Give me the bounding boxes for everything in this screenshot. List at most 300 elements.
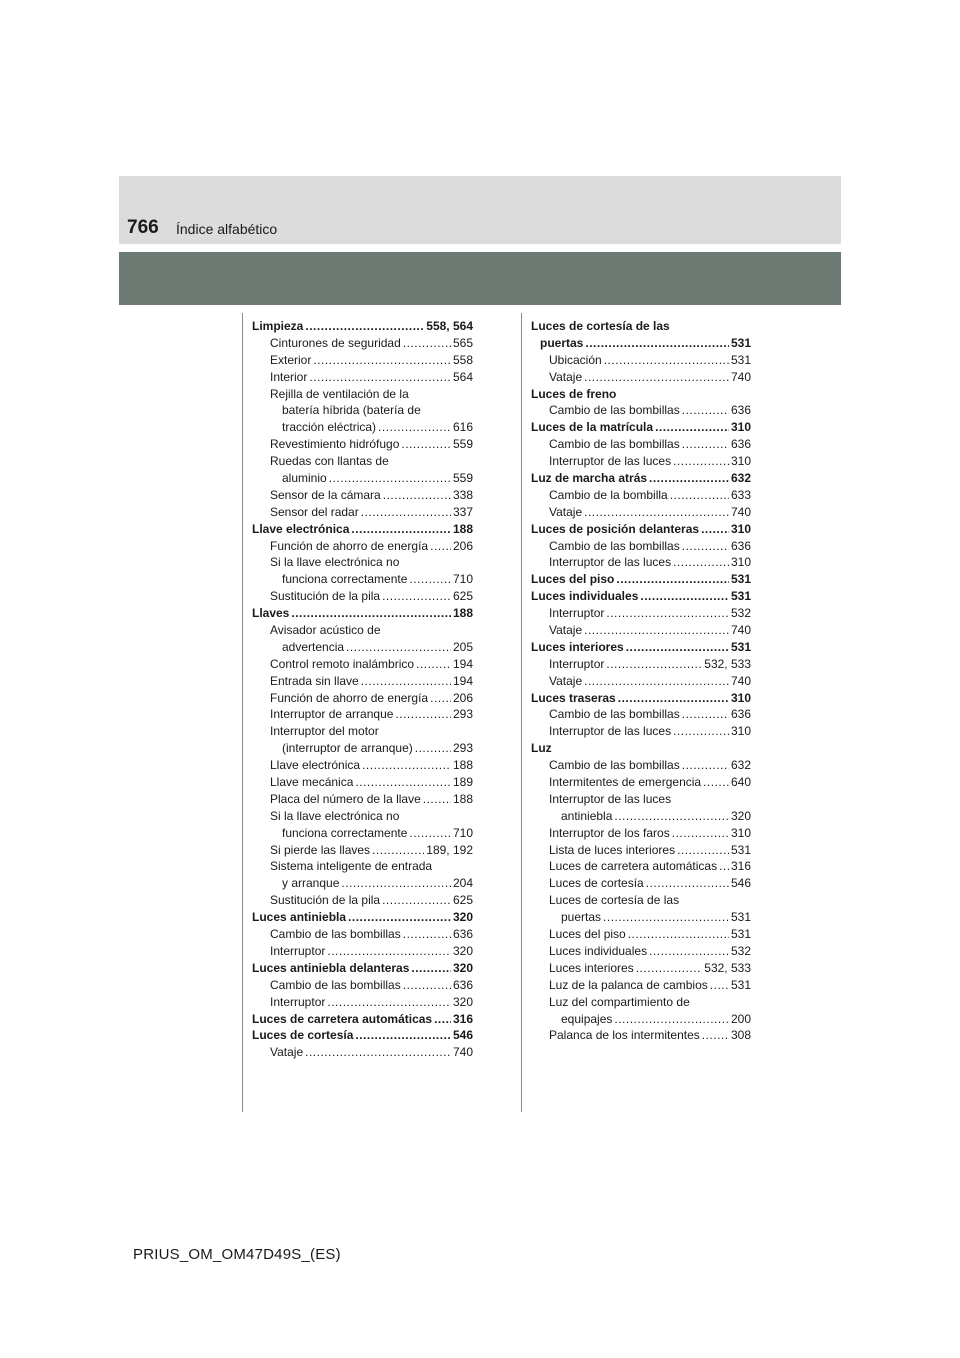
page-reference[interactable]: 546 [452, 1028, 473, 1043]
page-reference[interactable]: 636 [452, 927, 473, 942]
dot-leader [305, 1044, 451, 1061]
index-subentry [531, 977, 751, 994]
entry-text: Cambio de las bombillas [270, 977, 401, 992]
entry-text: y arranque [282, 876, 340, 891]
entry-text: Sensor de la cámara [270, 487, 381, 502]
entry-text: Luces de cortesía [549, 876, 644, 891]
entry-text: Luces traseras [531, 690, 616, 705]
entry-text: Luces antiniebla delanteras [252, 960, 410, 975]
entry-text: antiniebla [561, 808, 613, 823]
dot-leader [401, 436, 451, 453]
entry-text: Interruptor de las luces [549, 454, 672, 469]
dot-leader [416, 656, 451, 673]
index-subentry [531, 875, 751, 892]
page-reference[interactable]: 531 [730, 335, 751, 350]
page-reference[interactable]: 320 [452, 910, 473, 925]
entry-text: Llave mecánica [270, 775, 354, 790]
index-subentry [252, 791, 473, 808]
dot-leader [415, 740, 451, 757]
entry-text: Interruptor [270, 994, 326, 1009]
index-subentry [252, 943, 473, 960]
page-reference[interactable]: 531 [730, 927, 751, 942]
dot-leader [382, 892, 451, 909]
entry-text: Interior [270, 369, 308, 384]
entry-text: Rejilla de ventilación de la [270, 386, 409, 401]
index-subentry [531, 673, 751, 690]
index-subentry [252, 1044, 473, 1061]
index-subentry [252, 690, 473, 707]
dot-leader [626, 639, 729, 656]
index-entry [531, 470, 751, 487]
index-column-left [252, 318, 473, 1061]
dot-leader [361, 504, 451, 521]
entry-text: Exterior [270, 352, 312, 367]
dot-leader [646, 875, 729, 892]
index-subentry [252, 859, 473, 876]
index-subentry [531, 622, 751, 639]
dot-leader [636, 960, 703, 977]
index-subentry [252, 656, 473, 673]
page-reference[interactable]: 531 [730, 977, 751, 992]
dot-leader [614, 808, 729, 825]
index-subentry [531, 538, 751, 555]
page-reference[interactable]: 194 [452, 656, 473, 671]
index-subentry [531, 757, 751, 774]
dot-leader [313, 352, 451, 369]
index-subentry [531, 943, 751, 960]
entry-text: Luces de carretera automáticas [252, 1011, 433, 1026]
index-entry [531, 690, 751, 707]
index-subentry [531, 504, 751, 521]
page-reference[interactable]: 710 [452, 572, 473, 587]
index-entry [531, 335, 751, 352]
page-reference[interactable]: 532 [730, 606, 751, 621]
entry-text: Control remoto inalámbrico [270, 656, 415, 671]
entry-text: Revestimiento hidrófugo [270, 437, 400, 452]
index-subentry [252, 808, 473, 825]
page-reference[interactable]: 532, 533 [704, 960, 751, 975]
entry-text: Luces de posición delanteras [531, 521, 700, 536]
dot-leader [585, 335, 729, 352]
page-reference[interactable]: 293 [452, 741, 473, 756]
index-entry [531, 419, 751, 436]
page-reference[interactable]: 636 [730, 437, 751, 452]
page-reference[interactable]: 206 [452, 690, 473, 705]
page-reference[interactable]: 633 [730, 487, 751, 502]
entry-text: Luces de freno [531, 386, 617, 401]
index-entry [531, 386, 751, 403]
page-reference[interactable]: 206 [452, 538, 473, 553]
entry-text: Avisador acústico de [270, 623, 381, 638]
entry-text: Luces de cortesía [252, 1028, 354, 1043]
index-subentry [531, 352, 751, 369]
dot-leader [362, 757, 451, 774]
index-subentry [531, 369, 751, 386]
dot-leader [382, 588, 451, 605]
entry-text: Vataje [549, 504, 583, 519]
index-subentry [252, 875, 473, 892]
dot-leader [584, 673, 729, 690]
page-reference[interactable]: 320 [452, 994, 473, 1009]
index-subentry [252, 842, 473, 859]
dot-leader [604, 352, 729, 369]
dot-leader [327, 994, 451, 1011]
dot-leader [372, 842, 424, 859]
dot-leader [409, 825, 451, 842]
page-reference[interactable]: 740 [730, 623, 751, 638]
entry-text: Palanca de los intermitentes [549, 1028, 700, 1043]
entry-text: Interruptor de los faros [549, 825, 670, 840]
dot-leader [430, 538, 451, 555]
dot-leader [640, 588, 729, 605]
entry-text: Interruptor de arranque [270, 707, 394, 722]
page-reference[interactable]: 189 [452, 775, 473, 790]
entry-text: Si la llave electrónica no [270, 808, 400, 823]
dot-leader [351, 521, 451, 538]
index-subentry [531, 487, 751, 504]
index-entry [252, 521, 473, 538]
dot-leader [682, 538, 729, 555]
page-reference[interactable]: 310 [730, 454, 751, 469]
dot-leader [655, 419, 729, 436]
entry-text: Luces del piso [549, 927, 626, 942]
index-subentry [531, 825, 751, 842]
page-reference[interactable]: 640 [730, 775, 751, 790]
entry-text: Ubicación [549, 352, 602, 367]
index-subentry [252, 926, 473, 943]
middle-column-rule [521, 313, 522, 1112]
page-reference[interactable]: 532, 533 [704, 656, 751, 671]
index-entry [531, 639, 751, 656]
entry-text: Luz del compartimiento de [549, 994, 690, 1009]
page-reference[interactable]: 625 [452, 589, 473, 604]
entry-text: Vataje [549, 369, 583, 384]
page-reference[interactable]: 320 [452, 943, 473, 958]
page-reference[interactable]: 740 [730, 673, 751, 688]
entry-text: equipajes [561, 1011, 613, 1026]
entry-text: Interruptor de las luces [549, 724, 672, 739]
entry-text: Ruedas con llantas de [270, 454, 389, 469]
page-number: 766 [127, 217, 159, 238]
page-reference[interactable]: 616 [452, 420, 473, 435]
index-column-right [531, 318, 751, 1044]
index-subentry [252, 369, 473, 386]
dot-leader [411, 960, 451, 977]
page-reference[interactable]: 200 [730, 1011, 751, 1026]
entry-text: funciona correctamente [282, 825, 408, 840]
entry-text: Vataje [549, 623, 583, 638]
dot-leader [710, 977, 729, 994]
dot-leader [628, 926, 729, 943]
index-subentry [252, 504, 473, 521]
page-reference[interactable]: 636 [730, 538, 751, 553]
index-entry [531, 740, 751, 757]
dot-leader [606, 656, 702, 673]
entry-text: Luz [531, 741, 552, 756]
dot-leader [378, 419, 451, 436]
page-reference[interactable]: 188 [452, 521, 473, 536]
page-reference[interactable]: 320 [452, 960, 473, 975]
dot-leader [673, 453, 729, 470]
page-reference[interactable]: 559 [452, 437, 473, 452]
dot-leader [355, 774, 451, 791]
index-subentry [252, 673, 473, 690]
page-reference[interactable]: 740 [452, 1045, 473, 1060]
entry-text: Sensor del radar [270, 504, 359, 519]
index-subentry [252, 487, 473, 504]
dot-leader [584, 369, 729, 386]
entry-text: Intermitentes de emergencia [549, 775, 702, 790]
page-reference[interactable]: 636 [452, 977, 473, 992]
page-reference[interactable]: 559 [452, 471, 473, 485]
page-reference[interactable]: 564 [452, 369, 473, 384]
entry-text: Si pierde las llaves [270, 842, 371, 857]
page-reference[interactable]: 740 [730, 504, 751, 519]
page-reference[interactable]: 740 [730, 369, 751, 384]
entry-text: Cambio de las bombillas [549, 707, 680, 722]
entry-text: Luces antiniebla [252, 910, 347, 925]
page-reference[interactable]: 205 [452, 639, 473, 654]
entry-text: Interruptor [549, 606, 605, 621]
page-reference[interactable]: 531 [730, 639, 751, 654]
index-subentry [252, 588, 473, 605]
entry-text: Llaves [252, 606, 290, 621]
page-reference[interactable]: 310 [730, 825, 751, 840]
page-reference[interactable]: 531 [730, 589, 751, 604]
entry-text: Interruptor de las luces [549, 555, 672, 570]
page-reference[interactable]: 189, 192 [426, 842, 473, 857]
index-subentry [252, 977, 473, 994]
entry-text: Luces individuales [531, 589, 639, 604]
entry-text: Limpieza [252, 318, 304, 333]
entry-text: Cambio de las bombillas [549, 437, 680, 452]
left-column-rule [242, 313, 243, 1112]
index-subentry [252, 774, 473, 791]
page-reference[interactable]: 310 [730, 724, 751, 739]
index-subentry [531, 706, 751, 723]
entry-text: puertas [540, 335, 584, 350]
index-entry [531, 318, 751, 335]
index-subentry [531, 859, 751, 876]
index-subentry [252, 470, 473, 487]
dot-leader [305, 318, 424, 335]
page-reference[interactable]: 531 [730, 572, 751, 587]
index-entry [252, 605, 473, 622]
dot-leader [673, 554, 729, 571]
header-accent-bar [119, 252, 841, 305]
dot-leader [618, 690, 729, 707]
page-reference[interactable]: 310 [730, 521, 751, 536]
dot-leader [430, 690, 451, 707]
index-subentry [531, 960, 751, 977]
entry-text: Función de ahorro de energía [270, 690, 429, 705]
index-subentry [252, 571, 473, 588]
page-reference[interactable]: 558 [452, 352, 473, 367]
entry-text: Luz de la palanca de cambios [549, 977, 708, 992]
index-subentry [252, 706, 473, 723]
page-reference[interactable]: 310 [730, 690, 751, 705]
entry-text: Llave electrónica [252, 521, 350, 536]
index-subentry [531, 774, 751, 791]
page-reference[interactable]: 625 [452, 893, 473, 908]
index-subentry [252, 402, 473, 419]
index-entry [252, 960, 473, 977]
entry-text: Llave electrónica [270, 758, 361, 773]
dot-leader [341, 875, 451, 892]
entry-text: Interruptor del motor [270, 724, 379, 739]
page-reference[interactable]: 293 [452, 707, 473, 722]
entry-text: (interruptor de arranque) [282, 741, 413, 756]
index-subentry [531, 402, 751, 419]
index-entry [252, 1011, 473, 1028]
page-reference[interactable]: 531 [730, 910, 751, 925]
dot-leader [670, 487, 729, 504]
page-reference[interactable]: 565 [452, 335, 473, 350]
entry-text: tracción eléctrica) [282, 420, 377, 435]
dot-leader [403, 335, 451, 352]
index-subentry [531, 605, 751, 622]
dot-leader [614, 1011, 729, 1028]
dot-leader [395, 706, 451, 723]
document-code: PRIUS_OM_OM47D49S_(ES) [133, 1246, 341, 1263]
index-subentry [252, 436, 473, 453]
index-subentry [531, 994, 751, 1011]
page-reference[interactable]: 204 [452, 876, 473, 891]
dot-leader [682, 402, 729, 419]
entry-text: Cambio de la bombilla [549, 487, 668, 502]
index-entry [252, 1027, 473, 1044]
index-entry [531, 588, 751, 605]
index-entry [252, 318, 473, 335]
dot-leader [584, 622, 729, 639]
entry-text: aluminio [282, 471, 327, 485]
index-subentry [252, 453, 473, 470]
page-reference[interactable]: 558, 564 [426, 318, 473, 333]
page-reference[interactable]: 531 [730, 352, 751, 367]
dot-leader [616, 571, 729, 588]
dot-leader [673, 723, 729, 740]
index-subentry [531, 1011, 751, 1028]
entry-text: batería híbrida (batería de [282, 403, 421, 418]
dot-leader [584, 504, 729, 521]
index-subentry [252, 825, 473, 842]
index-subentry [252, 335, 473, 352]
dot-leader [327, 943, 451, 960]
page-reference[interactable]: 546 [730, 876, 751, 891]
index-subentry [531, 926, 751, 943]
index-subentry [252, 994, 473, 1011]
entry-text: Sustitución de la pila [270, 893, 381, 908]
entry-text: Cinturones de seguridad [270, 335, 401, 350]
page-reference[interactable]: 338 [452, 487, 473, 502]
page-reference[interactable]: 316 [452, 1011, 473, 1026]
index-subentry [252, 723, 473, 740]
index-entry [531, 571, 751, 588]
dot-leader [423, 791, 451, 808]
dot-leader [403, 926, 451, 943]
page-reference[interactable]: 337 [452, 504, 473, 519]
index-subentry [252, 538, 473, 555]
dot-leader [355, 1027, 451, 1044]
entry-text: Luces de cortesía de las [531, 318, 670, 333]
page-reference[interactable]: 310 [730, 420, 751, 435]
page-reference[interactable]: 310 [730, 555, 751, 570]
page-reference[interactable]: 308 [730, 1028, 751, 1043]
index-subentry [252, 757, 473, 774]
entry-text: puertas [561, 910, 602, 925]
dot-leader [361, 673, 451, 690]
entry-text: Interruptor [549, 656, 605, 671]
dot-leader [434, 1011, 451, 1028]
page-reference[interactable]: 531 [730, 842, 751, 857]
dot-leader [677, 842, 729, 859]
index-subentry [252, 622, 473, 639]
entry-text: advertencia [282, 639, 345, 654]
entry-text: Luces de carretera automáticas [549, 859, 718, 874]
page-reference[interactable]: 636 [730, 403, 751, 418]
index-subentry [531, 723, 751, 740]
dot-leader [346, 639, 451, 656]
dot-leader [702, 1027, 729, 1044]
entry-text: Cambio de las bombillas [549, 403, 680, 418]
page-reference[interactable]: 320 [730, 808, 751, 823]
entry-text: Luces interiores [531, 639, 624, 654]
entry-text: Vataje [270, 1045, 304, 1060]
entry-text: funciona correctamente [282, 572, 408, 587]
dot-leader [309, 369, 451, 386]
entry-text: Si la llave electrónica no [270, 555, 400, 570]
dot-leader [649, 943, 729, 960]
dot-leader [682, 706, 729, 723]
entry-text: Cambio de las bombillas [549, 538, 680, 553]
dot-leader [701, 521, 729, 538]
index-subentry [531, 656, 751, 673]
index-subentry [531, 791, 751, 808]
entry-text: Luces del piso [531, 572, 615, 587]
index-subentry [531, 808, 751, 825]
page-reference[interactable]: 710 [452, 825, 473, 840]
entry-text: Cambio de las bombillas [270, 927, 401, 942]
index-entry [531, 521, 751, 538]
index-subentry [531, 892, 751, 909]
page-reference[interactable]: 188 [452, 791, 473, 806]
dot-leader [703, 774, 729, 791]
dot-leader [649, 470, 729, 487]
section-title: Índice alfabético [176, 221, 278, 237]
entry-text: Cambio de las bombillas [549, 758, 680, 773]
index-subentry [252, 892, 473, 909]
page-reference[interactable]: 532 [730, 943, 751, 958]
index-subentry [531, 1027, 751, 1044]
index-subentry [531, 909, 751, 926]
index-subentry [252, 386, 473, 403]
page-reference[interactable]: 194 [452, 673, 473, 688]
entry-text: Entrada sin llave [270, 673, 359, 688]
entry-text: Sustitución de la pila [270, 589, 381, 604]
dot-leader [672, 825, 729, 842]
index-subentry [531, 842, 751, 859]
page-reference[interactable]: 632 [730, 471, 751, 485]
index-subentry [531, 436, 751, 453]
page-reference[interactable]: 188 [452, 606, 473, 621]
page-reference[interactable]: 636 [730, 707, 751, 722]
dot-leader [719, 858, 729, 875]
page-reference[interactable]: 188 [452, 758, 473, 773]
entry-text: Luces interiores [549, 960, 634, 975]
page-reference[interactable]: 316 [730, 859, 751, 874]
page-reference[interactable]: 632 [730, 758, 751, 773]
entry-text: Luces de cortesía de las [549, 893, 680, 908]
